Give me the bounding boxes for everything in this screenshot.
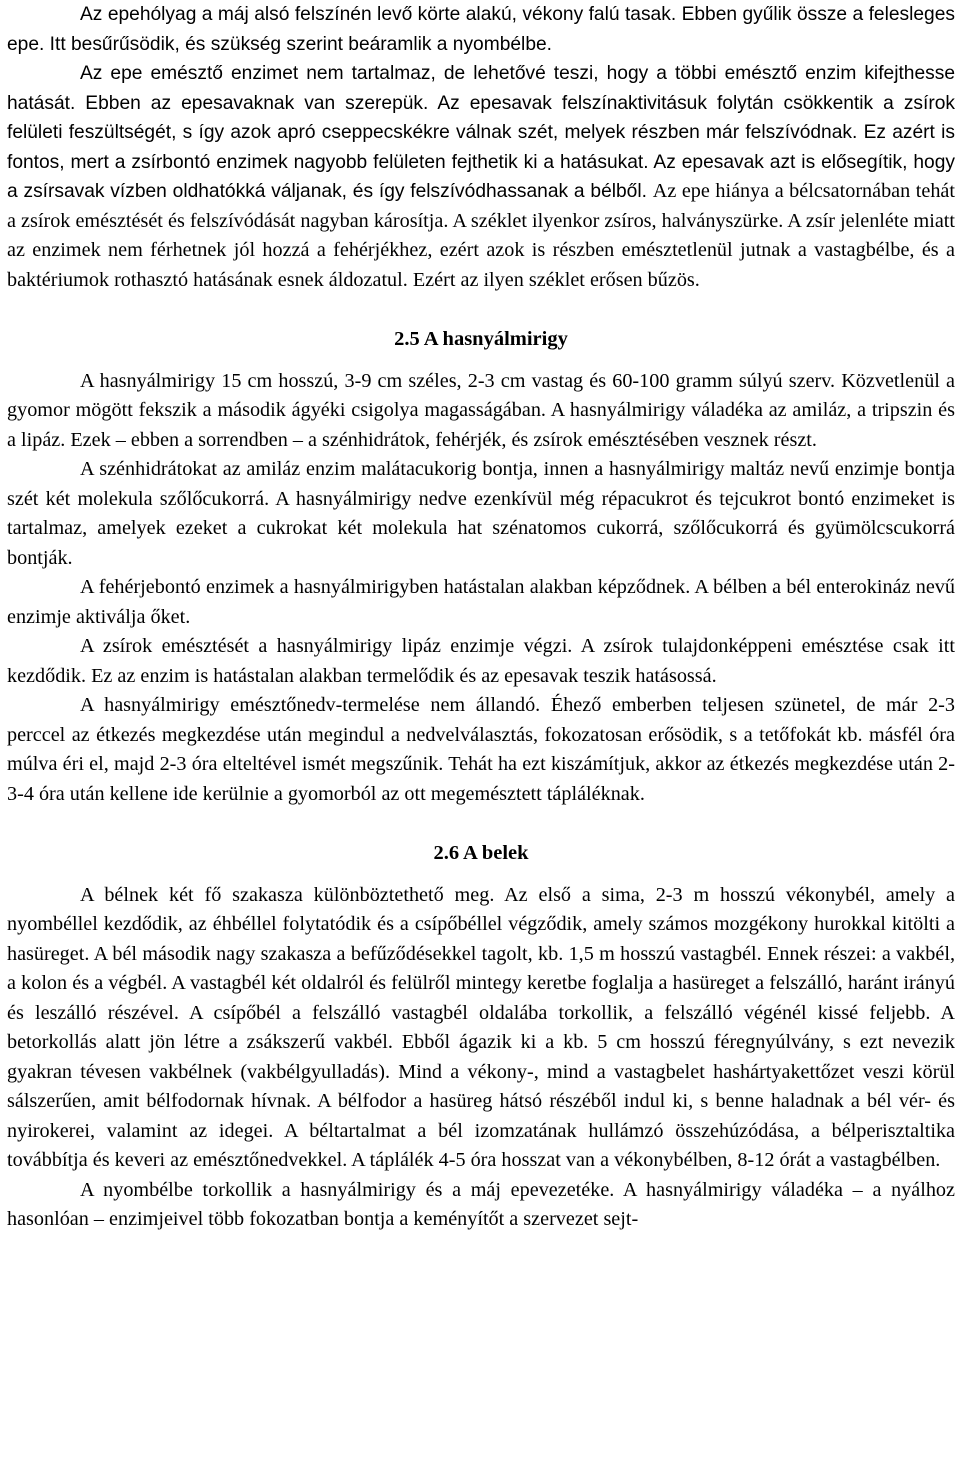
intro-paragraph-2-b: Az epesavak felszínaktivitásuk folytán csökkentik a zsírok felületi feszültségét, s így azok apró cseppecskékre válnak szét, melyek részben már felszívódnak. xyxy=(7,92,955,143)
intro-paragraph-2-d: Az epesavak azt is elősegítik, hogy a zsírsavak vízben oldhatókká váljanak, és így felszívódhassanak a bélből. xyxy=(7,151,955,202)
pancreas-paragraph-4: A zsírok emésztését a hasnyálmirigy lipáz enzimje végzi. A zsírok tulajdonképpeni emésztése csak itt kezdődik. Ez az enzim is hatástalan alakban termelődik és az epesavak teszik hatásossá. xyxy=(7,635,955,687)
document-page xyxy=(7,0,955,1235)
section-heading-pancreas: 2.5 A hasnyálmirigy xyxy=(394,328,568,350)
intro-paragraph-1: Az epehólyag a máj alsó felszínén levő körte alakú, vékony falú tasak. Ebben gyűlik össze a felesleges epe. Itt besűrűsödik, és szükség szerint beáramlik a nyombélbe. xyxy=(7,4,955,55)
intestines-paragraph-2: A nyombélbe torkollik a hasnyálmirigy és a máj epevezetéke. A hasnyálmirigy váladéka – a nyálhoz hasonlóan – enzimjeivel több fokozatban bontja a keményítőt a szervezet sejt- xyxy=(7,1178,955,1230)
intro-paragraph-2-serif: Az epe hiánya a bélcsatornában tehát a zsírok emésztését és felszívódását nagyban károsítja. A széklet ilyenkor zsíros, halványszürke. A zsír jelenléte miatt az enzimek nem férhetnek jól hozzá a fehérjékhez, ezért azok is részben emésztetlenül jutnak a vastagbélbe, és a baktériumok rothasztó hatásának esnek áldozatul. Ezért az ilyen széklet erősen bűzös. xyxy=(7,180,955,291)
pancreas-paragraph-5: A hasnyálmirigy emésztőnedv-termelése nem állandó. Éhező emberben teljesen szünetel, de már 2-3 perccel az étkezés megkezdése után megindul a nedvelválasztás, fokozatosan erősödik, s a tetőfokát kb. másfél óra múlva éri el, majd 2-3 óra elteltével ismét megszűnik. Tehát ha ezt kiszámítjuk, akkor az étkezés megkezdése után 2-3-4 óra után kellene ide kerülnie a gyomorból az ott megemésztett tápláléknak. xyxy=(7,694,955,805)
pancreas-paragraph-1: A hasnyálmirigy 15 cm hosszú, 3-9 cm széles, 2-3 cm vastag és 60-100 gramm súlyú szerv. Közvetlenül a gyomor mögött fekszik a második ágyéki csigolya magasságában. A hasnyálmirigy váladéka az amiláz, a tripszin és a lipáz. Ezek – ebben a sorrendben – a szénhidrátok, fehérjék, és zsírok emésztésében vesznek részt. xyxy=(7,369,955,451)
intro-paragraph-2-a: Az epe emésztő enzimet nem tartalmaz, de lehetővé teszi, hogy a többi emésztő enzim kifejthesse hatását. Ebben az epesavaknak van szerepük. xyxy=(7,63,955,114)
intro-paragraph-2-c: Ez azért is fontos, mert a zsírbontó enzimek nagyobb felületen fejthetik ki a hatásukat. xyxy=(7,122,955,173)
section-heading-intestines: 2.6 A belek xyxy=(433,842,529,864)
intro-paragraph-2 xyxy=(7,59,955,295)
pancreas-paragraph-3: A fehérjebontó enzimek a hasnyálmirigyben hatástalan alakban képződnek. A bélben a bél enterokináz nevű enzimje aktiválja őket. xyxy=(7,576,955,628)
pancreas-paragraph-2: A szénhidrátokat az amiláz enzim malátacukorig bontja, innen a hasnyálmirigy maltáz nevű enzimje bontja szét két molekula szőlőcukorrá. A hasnyálmirigy nedve ezenkívül még répacukrot és tejcukrot bontó enzimeket is tartalmaz, amelyek ezeket a cukrokat két molekula hat szénatomos cukorrá, szőlőcukorrá és gyümölcscukorrá bontják. xyxy=(7,458,955,569)
intestines-paragraph-1: A bélnek két fő szakasza különböztethető meg. Az első a sima, 2-3 m hosszú vékonybél, amely a nyombéllel kezdődik, az éhbéllel folytatódik és a csípőbéllel végződik, amely számos mozgékony hurokkal kitölti a hasüreget. A bél második nagy szakasza a befűződésekkel tagolt, kb. 1,5 m hosszú vastagbél. Ennek részei: a vakbél, a kolon és a végbél. A vastagbél két oldalról és felülről mintegy keretbe foglalja a hasüreget a felszálló, haránt irányú és leszálló részével. A csípőbél a felszálló vastagbél oldalába torkollik, a felszálló végénél kissé feljebb. A betorkollás alatt jön létre a zsákszerű vakbél. Ebből ágazik ki a kb. 5 cm hosszú féregnyúlvány, s ezt nevezik gyakran tévesen vakbélnek (vakbélgyulladás). Mind a vékony-, mind a vastagbelet hashártyakettőzet veszi körül sálszerűen, amit bélfodornak hívnak. A bélfodor a hasüreg hátsó részéből indul ki, s benne haladnak a bél vér- és nyirokerei, valamint az idegei. A béltartalmat a bél izomzatának hullámzó összehúzódása, a bélperisztaltika továbbítja és keveri az emésztőnedvekkel. A táplálék 4-5 óra hosszat van a vékonybélben, 8-12 órát a vastagbélben. xyxy=(7,883,955,1171)
